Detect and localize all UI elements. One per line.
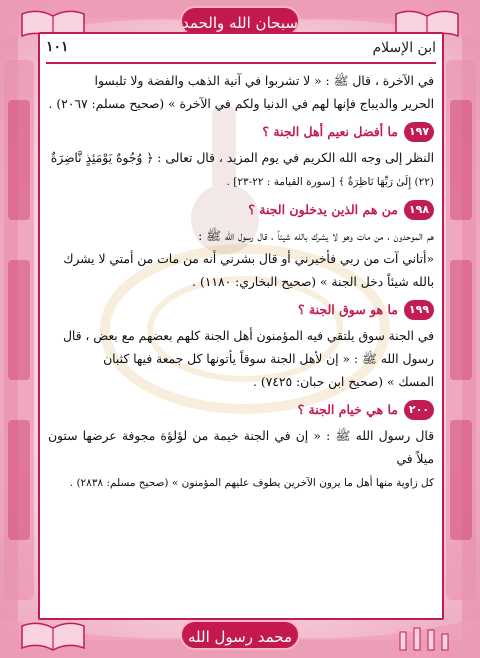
page-body: [48, 70, 434, 499]
book-title: ابن الإسلام: [372, 40, 436, 56]
content-panel: [38, 32, 444, 620]
paragraph: [48, 70, 434, 116]
question-text: ما أفضل نعيم أهل الجنة ؟: [262, 124, 398, 139]
question-heading: [48, 198, 434, 221]
question-heading: [48, 398, 434, 421]
answer-paragraph: [48, 147, 434, 194]
text-line: «أتاني آت من ربي فأخبرني أو قال بشرني أنه من مات من أمتي لا يشرك: [63, 252, 434, 266]
question-heading: [48, 298, 434, 321]
text-line: رسول الله ﷺ : « إن لأهل الجنة سوقاً يأتونها كل جمعة فيها كثبان: [103, 352, 434, 366]
question-number-badge: ١٩٧: [404, 122, 434, 142]
text-line: في الآخرة ، قال ﷺ : « لا تشربوا في آنية الذهب والفضة ولا تلبسوا: [94, 74, 434, 88]
answer-paragraph: [48, 325, 434, 394]
text-line: كل زاوية منها أهل ما يرون الآخرين يطوف عليهم المؤمنون » (صحيح مسلم: ٢٨٣٨) .: [69, 477, 434, 489]
question-text: ما هي خيام الجنة ؟: [297, 402, 398, 417]
question-number-badge: ١٩٨: [404, 200, 434, 220]
question-number-badge: ١٩٩: [404, 300, 434, 320]
top-cartouche: سبحان الله والحمد: [180, 6, 300, 36]
left-calligraphy-panel: [2, 60, 36, 600]
question-text: من هم الذين يدخلون الجنة ؟: [248, 202, 398, 217]
mosque-candles-icon: [392, 618, 462, 652]
text-line: في الجنة سوق يلتقي فيه المؤمنون أهل الجنة كلهم بعضهم مع بعض ، قال: [62, 329, 434, 343]
open-book-icon: [18, 618, 88, 652]
text-line: النظر إلى وجه الله الكريم في يوم المزيد ، قال تعالى : ﴿ وُجُوهٌ يَوْمَئِذٍ نَّاضِرَةٌ: [50, 151, 434, 165]
answer-paragraph: [48, 425, 434, 495]
text-line: بالله شيئاً دخل الجنة » (صحيح البخاري: ١١٨٠) .: [192, 275, 434, 289]
bottom-cartouche: محمد رسول الله: [180, 620, 300, 650]
right-calligraphy-panel: [444, 60, 478, 600]
answer-paragraph: [48, 225, 434, 294]
text-line: قال رسول الله ﷺ : « إن في الجنة خيمة من لؤلؤة مجوفة عرضها ستون ميلاً في: [48, 429, 434, 466]
text-line: (٢٢) إِلَىٰ رَبِّهَا نَاظِرَةٌ ﴾ [سورة القيامة : ٢٢-٢٣] .: [226, 176, 434, 188]
page-header: [46, 38, 436, 64]
text-line: الحرير والديباج فإنها لهم في الدنيا ولكم في الآخرة » (صحيح مسلم: ٢٠٦٧) .: [48, 97, 434, 111]
question-heading: [48, 120, 434, 143]
page-number: ١٠١: [46, 39, 69, 55]
text-line: المسك » (صحيح ابن حبان: ٧٤٢٥) .: [253, 375, 434, 389]
question-text: ما هو سوق الجنة ؟: [297, 302, 398, 317]
question-number-badge: ٢٠٠: [404, 400, 434, 420]
text-line: هم الموحدون ، من مات وهو لا يشرك بالله شيئاً ، قال رسول الله ﷺ :: [198, 229, 434, 243]
